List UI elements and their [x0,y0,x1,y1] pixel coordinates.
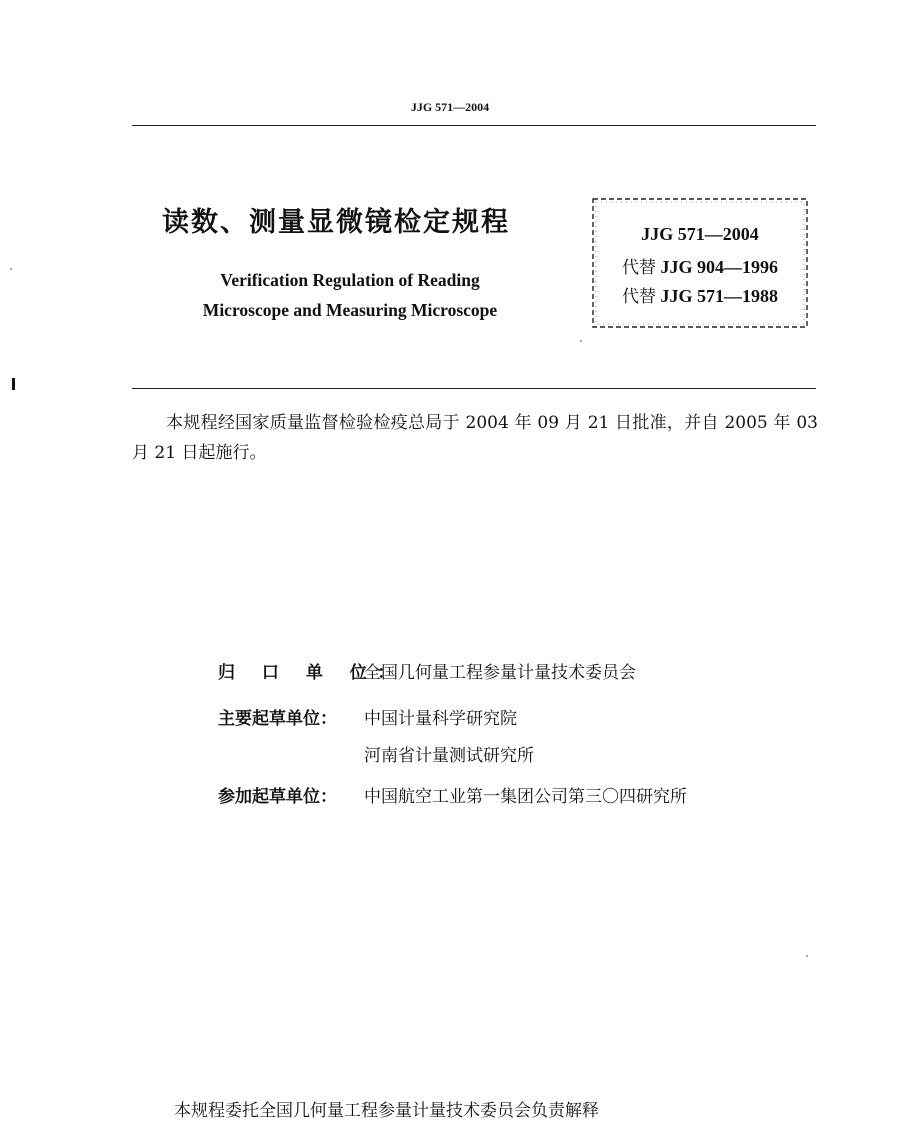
code-replaces-1 [590,253,810,278]
title-english-line-2: Microscope and Measuring Microscope [202,300,498,320]
header-code: JJG 571—2004 [410,100,490,114]
responsible-unit-value: 全国几何量工程参量计量技术委员会 [364,663,636,683]
replaced-code: JJG 904—1996 [660,257,778,277]
replace-label: 代替 [621,258,656,278]
main-drafting-value-2: 河南省计量测试研究所 [364,746,534,766]
code-main [590,224,810,245]
main-drafting-label: 主要起草单位： [218,709,337,729]
participating-label: 参加起草单位： [218,787,337,807]
responsible-unit-label: 归 口 单 位： [218,663,405,683]
scan-speck [580,340,582,342]
title-english-line-1: Verification Regulation of Reading [220,270,480,290]
code-replaces-2 [590,282,810,307]
code-main-number: JJG 571—2004 [641,224,759,244]
main-drafting-unit-row-2 [218,741,534,766]
header-rule [132,125,816,126]
participating-value: 中国航空工业第一集团公司第三〇四研究所 [364,787,687,807]
approval-statement: 本规程经国家质量监督检验检疫总局于 2004 年 09 月 21 日批准，并自 2005 年 03 月 21 日起施行。 [132,413,818,463]
participating-unit-row [218,782,687,807]
title-chinese: 读数、测量显微镜检定规程 [162,207,510,238]
scan-speck [806,955,808,957]
replace-label: 代替 [621,287,656,307]
main-drafting-unit-row [218,704,517,729]
replaced-code: JJG 571—1988 [660,286,778,306]
footer-note: 本规程委托全国几何量工程参量计量技术委员会负责解释 [174,1101,599,1121]
main-drafting-value-1: 中国计量科学研究院 [364,709,517,729]
scan-speck [10,268,12,270]
responsible-unit-row [218,658,636,683]
code-box [590,196,810,330]
scan-mark [12,378,15,390]
title-rule [132,388,816,389]
